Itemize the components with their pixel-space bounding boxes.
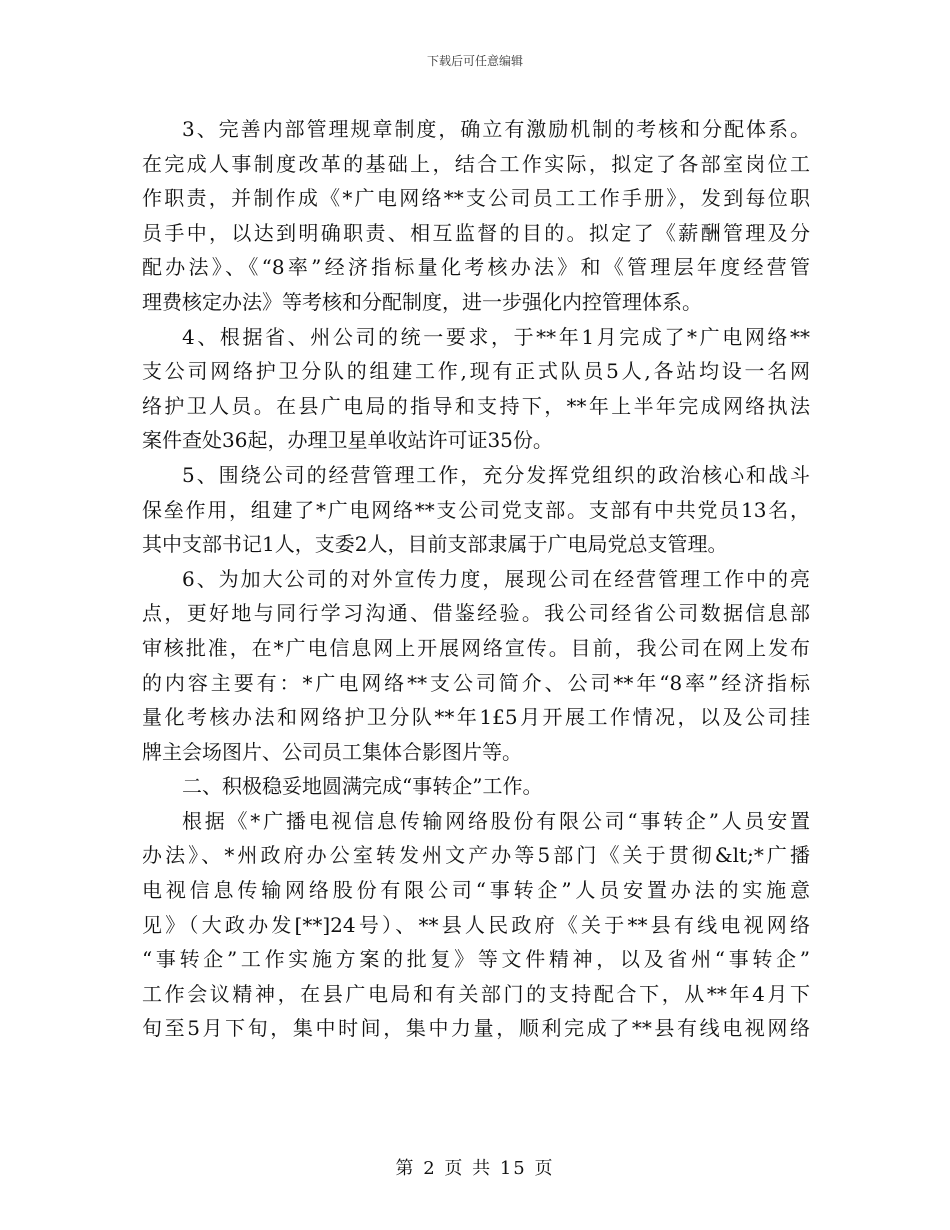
paragraph-line: 在完成人事制度改革的基础上，结合工作实际，拟定了各部室岗位工 — [142, 151, 810, 176]
paragraph-line: 作职责，并制作成《*广电网络**支公司员工工作手册》，发到每位职 — [142, 186, 810, 211]
section-heading: 二、积极稳妥地圆满完成“事转企”工作。 — [182, 774, 543, 799]
paragraph-line: 审核批准，在*广电信息网上开展网络宣传。目前，我公司在网上发布 — [142, 635, 810, 660]
paragraph-line: 6、为加大公司的对外宣传力度，展现公司在经营管理工作中的亮 — [182, 566, 810, 591]
paragraph-line: 的内容主要有：*广电网络**支公司简介、公司**年“8率”经济指标 — [142, 670, 810, 695]
body-text — [142, 112, 810, 1046]
paragraph-line: 见》（大政办发[**]24号）、**县人民政府《关于**县有线电视网络 — [142, 912, 810, 937]
paragraph-line: 支公司网络护卫分队的组建工作,现有正式队员5人,各站均设一名网 — [142, 359, 810, 384]
paragraph-line: 保垒作用，组建了*广电网络**支公司党支部。支部有中共党员13名， — [142, 497, 810, 522]
paragraph-line: 其中支部书记1人，支委2人，目前支部隶属于广电局党总支管理。 — [142, 532, 728, 557]
paragraph-line: 工作会议精神，在县广电局和有关部门的支持配合下，从**年4月下 — [142, 981, 810, 1006]
paragraph-line: 根据《*广播电视信息传输网络股份有限公司“事转企”人员安置 — [182, 808, 810, 833]
page-header-note: 下载后可任意编辑 — [426, 54, 523, 68]
paragraph-line: 理费核定办法》等考核和分配制度，进一步强化内控管理体系。 — [142, 289, 702, 314]
paragraph-line: 5、围绕公司的经营管理工作，充分发挥党组织的政治核心和战斗 — [182, 462, 810, 487]
paragraph-line: 配办法》、《“8率”经济指标量化考核办法》和《管理层年度经营管 — [142, 255, 810, 280]
paragraph-line: 络护卫人员。在县广电局的指导和支持下，**年上半年完成网络执法 — [142, 393, 810, 418]
paragraph-line: 量化考核办法和网络护卫分队**年1£5月开展工作情况，以及公司挂 — [142, 705, 810, 730]
paragraph-line: 4、根据省、州公司的统一要求，于**年1月完成了*广电网络** — [182, 324, 810, 349]
paragraph-line: 电视信息传输网络股份有限公司“事转企”人员安置办法的实施意 — [142, 878, 810, 903]
paragraph-line: 牌主会场图片、公司员工集体合影图片等。 — [142, 739, 522, 764]
page-number-footer: 第 2 页 共 15 页 — [395, 1158, 555, 1179]
paragraph-line: 3、完善内部管理规章制度，确立有激励机制的考核和分配体系。 — [182, 117, 810, 141]
paragraph-line: 员手中，以达到明确职责、相互监督的目的。拟定了《薪酬管理及分 — [142, 220, 810, 245]
paragraph-line: 办法》、*州政府办公室转发州文产办等5部门《关于贯彻&lt;*广播 — [142, 843, 810, 868]
paragraph-line: 旬至5月下旬，集中时间，集中力量，顺利完成了**县有线电视网络 — [142, 1016, 810, 1041]
paragraph-line: “事转企”工作实施方案的批复》等文件精神，以及省州“事转企” — [142, 947, 810, 972]
paragraph-line: 点，更好地与同行学习沟通、借鉴经验。我公司经省公司数据信息部 — [142, 601, 810, 626]
paragraph-line: 案件查处36起，办理卫星单收站许可证35份。 — [142, 428, 553, 453]
